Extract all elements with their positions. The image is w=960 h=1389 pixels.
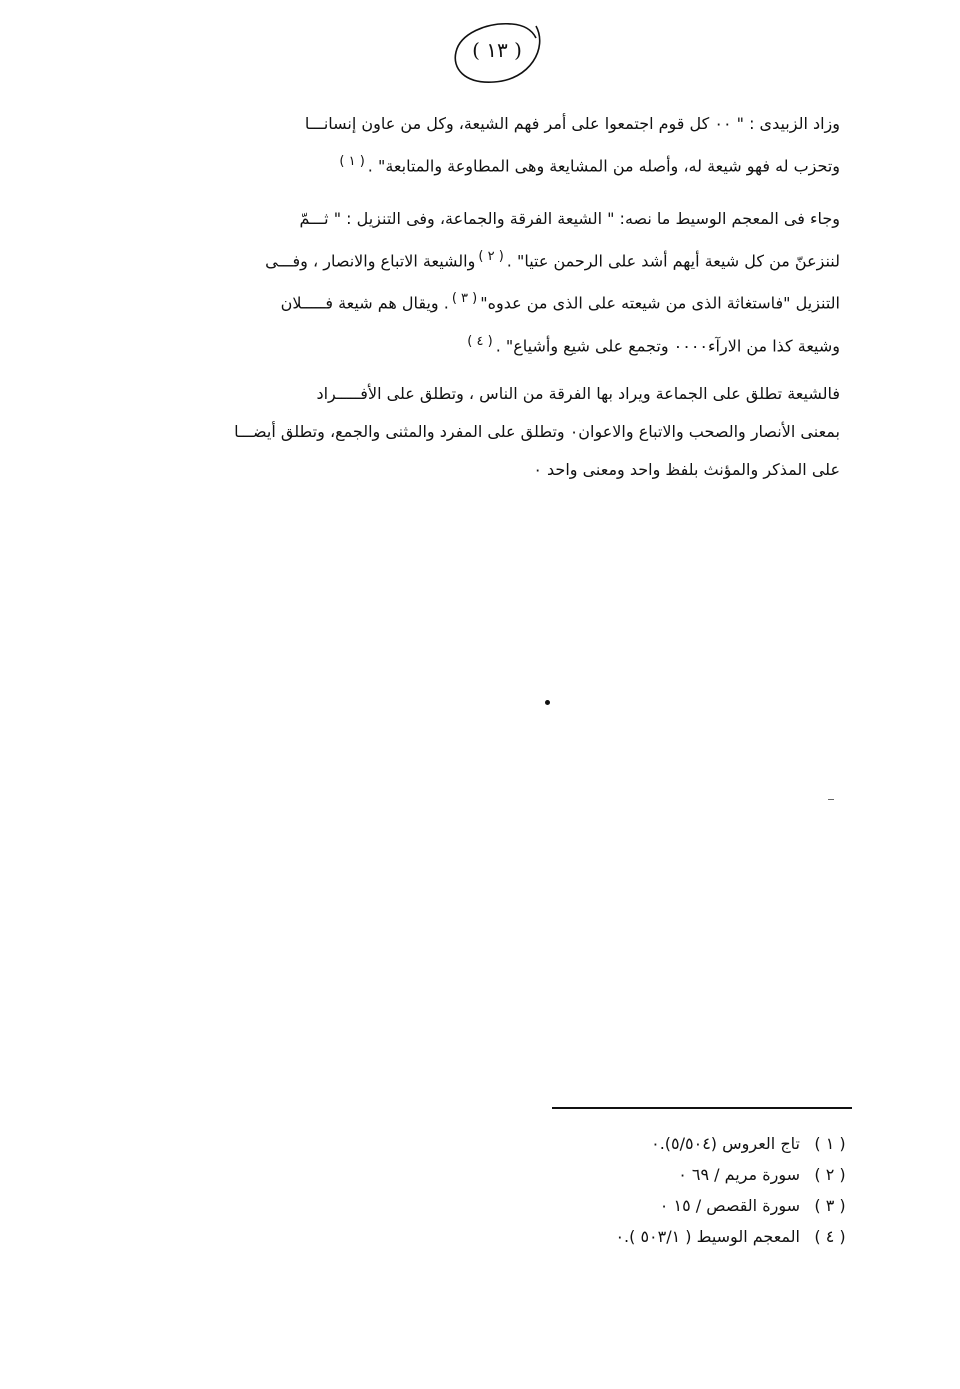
footnote-number: ( ٣ ) (814, 1196, 846, 1215)
text-line: التنزيل "فاستغاثة الذى من شيعته على الذى من عدوه"$^{( ٣ )}$. ويقال هم شيعة فـــــلان (280, 291, 840, 313)
footnote-number: ( ٤ ) (814, 1227, 846, 1246)
footnote-text: سورة مريم / ٦٩ ٠ (678, 1165, 800, 1184)
footnote-text: سورة القصص / ١٥ ٠ (659, 1196, 800, 1215)
footnote-reference: ( ٣ ) (451, 291, 478, 307)
paragraph-2 (160, 200, 840, 365)
text-line: لننزعنّ من كل شيعة أيهم أشد على الرحمن عتيا" .$^{( ٢ )}$والشيعة الاتباع والانصار ، وفـــى (265, 249, 840, 271)
text-line: وجاء فى المعجم الوسيط ما نصه: " الشيعة الفرقة والجماعة، وفى التنزيل : " ثـــمّ (299, 209, 840, 228)
page-number-circle (450, 18, 544, 90)
page-number: ( ١٣ ) (472, 38, 522, 62)
footnote-item (540, 1128, 860, 1159)
footnote-text: المعجم الوسيط ( ٥٠٣/١ ).٠ (615, 1227, 800, 1246)
footnote-number: ( ١ ) (814, 1134, 846, 1153)
text-line: بمعنى الأنصار والصحب والاتباع والاعوان٠ وتطلق على المفرد والمثنى والجمع، وتطلق أيضـــا (234, 422, 840, 441)
paragraph-3 (160, 375, 840, 489)
footnote-separator (552, 1107, 852, 1109)
stray-tick-mark (828, 799, 834, 800)
footnote-reference: ( ٢ ) (478, 249, 504, 264)
footnote-item (540, 1221, 860, 1252)
footnotes (540, 1128, 860, 1252)
footnote-item (540, 1190, 860, 1221)
footnote-text: تاج العروس (٥/٥٠٤).٠ (651, 1134, 800, 1153)
paragraph-1 (160, 105, 840, 185)
footnote-reference: ( ٤ ) (467, 333, 493, 349)
text-line: على المذكر والمؤنث بلفظ واحد ومعنى واحد ٠ (533, 460, 840, 479)
footnote-reference: ( ١ ) (339, 154, 365, 169)
footnote-number: ( ٢ ) (814, 1165, 846, 1184)
text-line: وزاد الزبيدى : " ٠٠ كل قوم اجتمعوا على أمر فهم الشيعة، وكل من عاون إنسانـــا (304, 114, 840, 133)
footnote-item (540, 1159, 860, 1190)
text-line: فالشيعة تطلق على الجماعة ويراد بها الفرقة من الناس ، وتطلق على الأفـــــراد (316, 384, 840, 403)
stray-dot-mark (545, 700, 550, 705)
text-line: وشيعة كذا من الارآء٠٠٠٠ وتجمع على شيع وأشياع" .$^{( ٤ )}$ (467, 333, 840, 355)
text-line: وتحزب له فهو شيعة له، وأصله من المشايعة وهى المطاوعة والمتابعة" .$^{( ١ )}$ (339, 154, 840, 176)
